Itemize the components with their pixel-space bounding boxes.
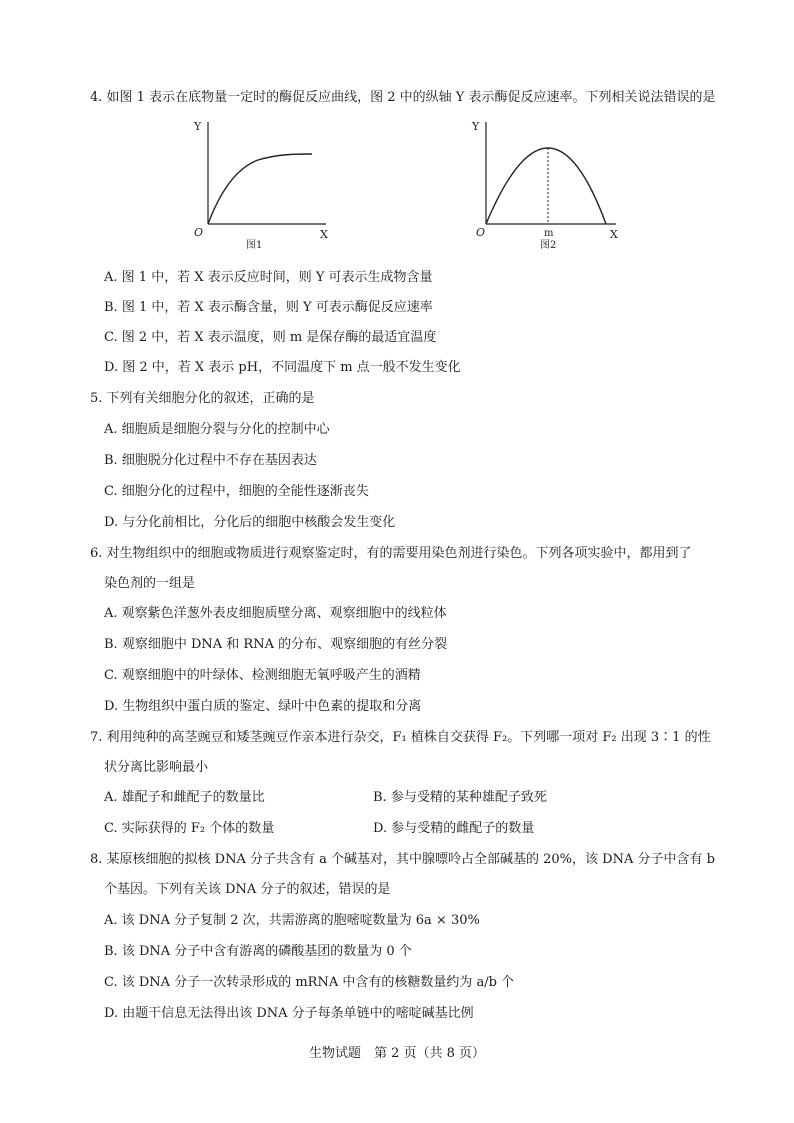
figure-2: [466, 112, 626, 256]
q4-option-b: B. 图 1 中，若 X 表示酶含量，则 Y 可表示酶促反应速率: [104, 300, 433, 315]
q5-option-b: B. 细胞脱分化过程中不存在基因表达: [104, 453, 317, 468]
q4-stem: 4. 如图 1 表示在底物量一定时的酶促反应曲线，图 2 中的纵轴 Y 表示酶促反应速率。下列相关说法错误的是: [90, 90, 716, 105]
fig2-y-label: Y: [472, 120, 480, 133]
q8-option-b: B. 该 DNA 分子中含有游离的磷酸基团的数量为 0 个: [104, 944, 412, 959]
q5-option-a: A. 细胞质是细胞分裂与分化的控制中心: [104, 422, 330, 437]
q6-option-a: A. 观察紫色洋葱外表皮细胞质壁分离、观察细胞中的线粒体: [104, 606, 447, 621]
fig2-m-label: m: [544, 228, 554, 239]
q7-stem-line-1: 7. 利用纯种的高茎豌豆和矮茎豌豆作亲本进行杂交，F₁ 植株自交获得 F₂。下列哪一项对 F₂ 出现 3∶1 的性: [90, 730, 711, 745]
fig2-caption: 图2: [540, 240, 557, 251]
q6-option-d: D. 生物组织中蛋白质的鉴定、绿叶中色素的提取和分离: [104, 699, 422, 714]
q5-option-c: C. 细胞分化的过程中，细胞的全能性逐渐丧失: [104, 484, 369, 499]
q8-option-a: A. 该 DNA 分子复制 2 次，共需游离的胞嘧啶数量为 6a × 30%: [104, 913, 480, 928]
q6-stem-line-2: 染色剂的一组是: [104, 576, 196, 591]
fig1-curve: [208, 154, 312, 224]
fig2-origin: O: [476, 226, 486, 239]
q5-option-d: D. 与分化前相比，分化后的细胞中核酸会发生变化: [104, 515, 396, 530]
q8-option-c: C. 该 DNA 分子一次转录形成的 mRNA 中含有的核糖数量约为 a/b 个: [104, 975, 515, 990]
q8-stem-line-2: 个基因。下列有关该 DNA 分子的叙述，错误的是: [104, 882, 391, 897]
q8-stem-line-1: 8. 某原核细胞的拟核 DNA 分子共含有 a 个碱基对，其中腺嘌呤占全部碱基的 20%，该 DNA 分子中含有 b: [90, 852, 715, 867]
q5-stem: 5. 下列有关细胞分化的叙述，正确的是: [90, 391, 315, 406]
q7-option-b: B. 参与受精的某种雄配子致死: [373, 790, 547, 805]
q7-option-a: A. 雄配子和雌配子的数量比: [104, 790, 265, 805]
q7-stem-line-2: 状分离比影响最小: [104, 760, 209, 775]
fig2-curve: [486, 148, 606, 224]
q7-option-c: C. 实际获得的 F₂ 个体的数量: [104, 821, 275, 836]
q7-option-d: D. 参与受精的雌配子的数量: [373, 821, 535, 836]
q6-option-b: B. 观察细胞中 DNA 和 RNA 的分布、观察细胞的有丝分裂: [104, 637, 448, 652]
fig1-caption: 图1: [246, 240, 263, 251]
page-footer: 生物试题 第 2 页（共 8 页）: [308, 1046, 486, 1061]
q6-option-c: C. 观察细胞中的叶绿体、检测细胞无氧呼吸产生的酒精: [104, 668, 421, 683]
fig1-origin: O: [194, 226, 204, 239]
q4-option-d: D. 图 2 中，若 X 表示 pH，不同温度下 m 点一般不发生变化: [104, 360, 461, 375]
q6-stem-line-1: 6. 对生物组织中的细胞或物质进行观察鉴定时，有的需要用染色剂进行染色。下列各项实验中，都用到了: [90, 546, 692, 561]
q4-option-c: C. 图 2 中，若 X 表示温度，则 m 是保存酶的最适宜温度: [104, 330, 437, 345]
fig1-y-label: Y: [194, 120, 202, 133]
q8-option-d: D. 由题干信息无法得出该 DNA 分子每条单链中的嘧啶碱基比例: [104, 1006, 474, 1021]
fig2-x-label: X: [610, 228, 618, 241]
q4-option-a: A. 图 1 中，若 X 表示反应时间，则 Y 可表示生成物含量: [104, 270, 433, 285]
figure-1: [188, 112, 338, 256]
fig1-x-label: X: [320, 228, 328, 241]
